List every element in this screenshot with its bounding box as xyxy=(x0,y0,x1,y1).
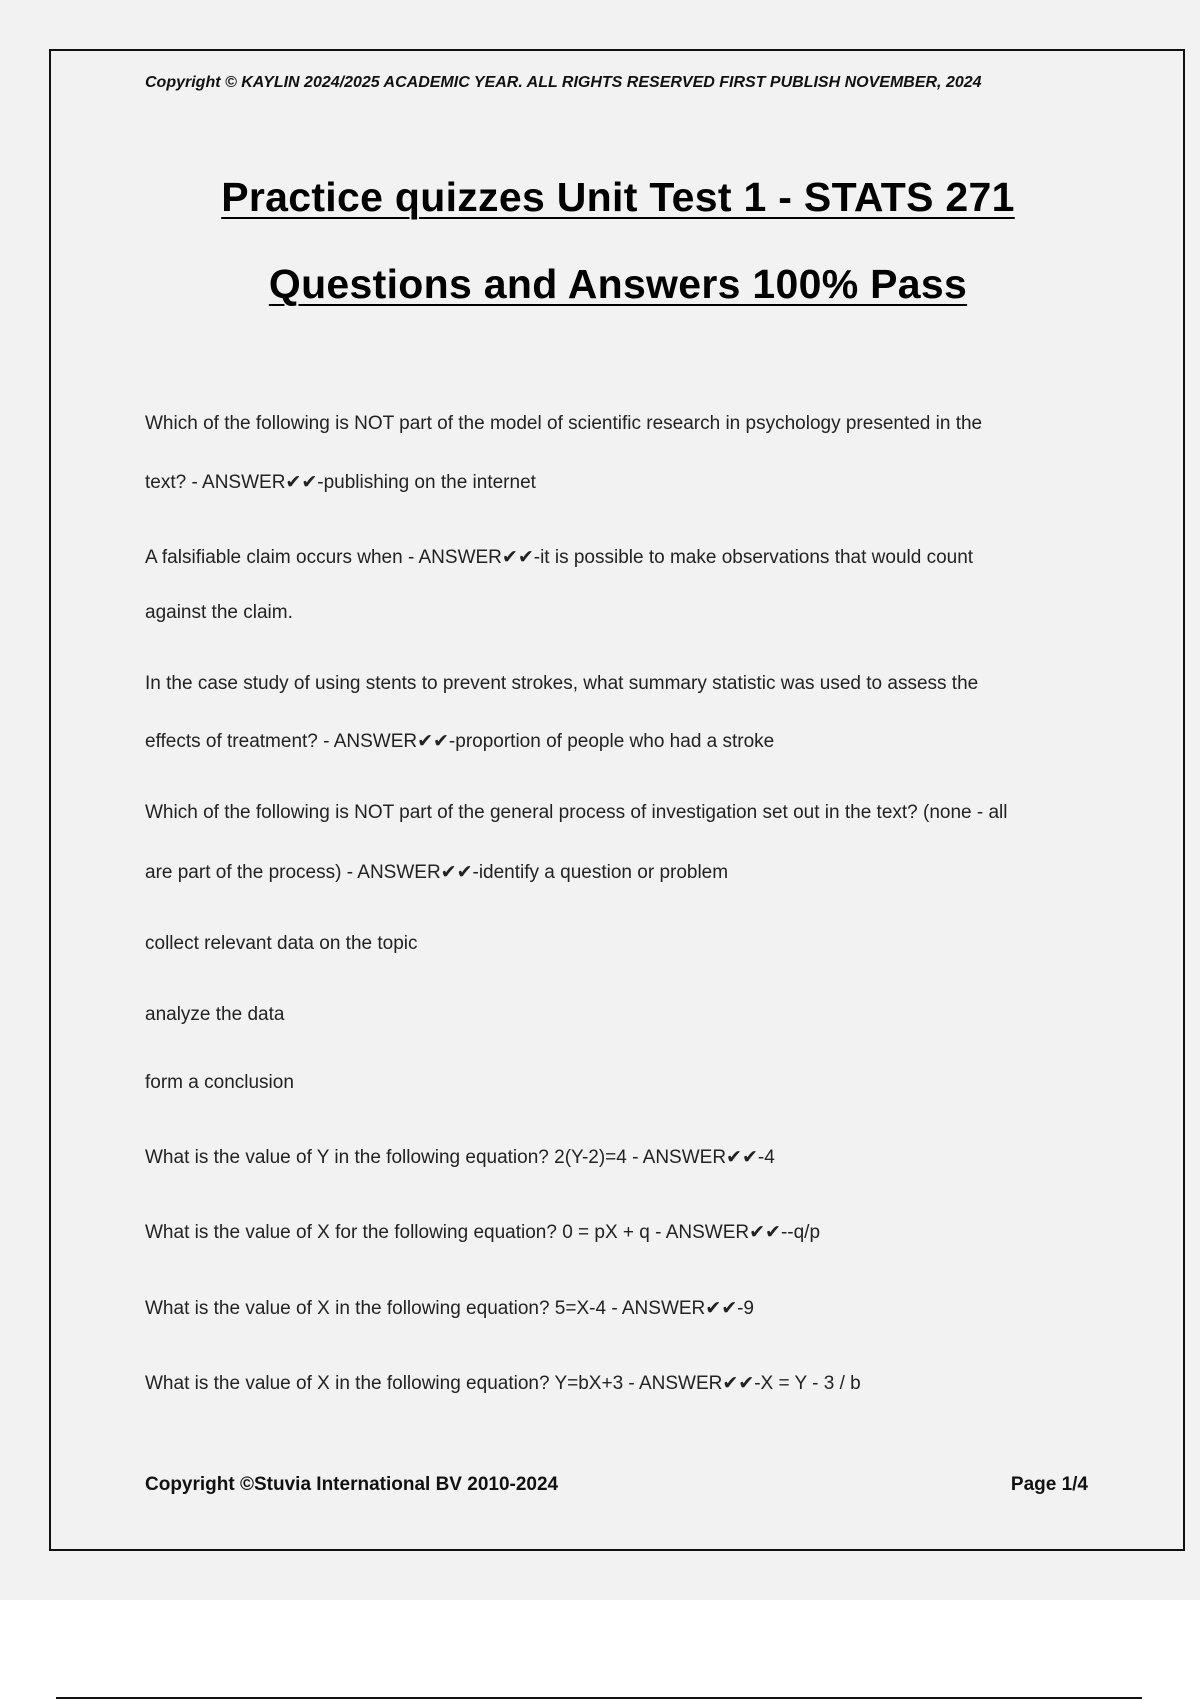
title-line-2-text: Questions and Answers 100% Pass xyxy=(268,261,968,307)
text-line: collect relevant data on the topic xyxy=(145,933,418,954)
text-line: Which of the following is NOT part of the model of scientific research in psychology presented in the xyxy=(145,413,983,434)
header-copyright: Copyright © KAYLIN 2024/2025 ACADEMIC YEAR. ALL RIGHTS RESERVED FIRST PUBLISH NOVEMBER, 2024 xyxy=(145,74,982,91)
text-line: What is the value of X in the following equation? 5=X-4 - ANSWER✔✔-9 xyxy=(145,1298,755,1319)
text-line: effects of treatment? - ANSWER✔✔-proportion of people who had a stroke xyxy=(145,731,775,752)
page-number: Page 1/4 xyxy=(1010,1474,1088,1495)
text-line: Which of the following is NOT part of the general process of investigation set out in the text? (none - all xyxy=(145,802,1008,823)
text-line: analyze the data xyxy=(145,1004,285,1025)
title-line-1-text: Practice quizzes Unit Test 1 - STATS 271 xyxy=(221,174,1015,220)
next-page-divider xyxy=(56,1697,1142,1699)
text-line: What is the value of X for the following equation? 0 = pX + q - ANSWER✔✔--q/p xyxy=(145,1222,821,1243)
title-line-2 xyxy=(160,261,1076,308)
text-line: In the case study of using stents to prevent strokes, what summary statistic was used to assess the xyxy=(145,673,979,694)
text-line: against the claim. xyxy=(145,602,293,623)
text-line: are part of the process) - ANSWER✔✔-identify a question or problem xyxy=(145,862,729,883)
text-line: A falsifiable claim occurs when - ANSWER✔✔-it is possible to make observations that would count xyxy=(145,547,974,568)
text-line: What is the value of Y in the following equation? 2(Y-2)=4 - ANSWER✔✔-4 xyxy=(145,1147,775,1168)
text-line: form a conclusion xyxy=(145,1072,294,1093)
footer-copyright: Copyright ©Stuvia International BV 2010-2024 xyxy=(145,1474,559,1495)
text-line: text? - ANSWER✔✔-publishing on the internet xyxy=(145,472,536,493)
text-line: What is the value of X in the following equation? Y=bX+3 - ANSWER✔✔-X = Y - 3 / b xyxy=(145,1373,861,1394)
title-line-1 xyxy=(160,174,1076,221)
